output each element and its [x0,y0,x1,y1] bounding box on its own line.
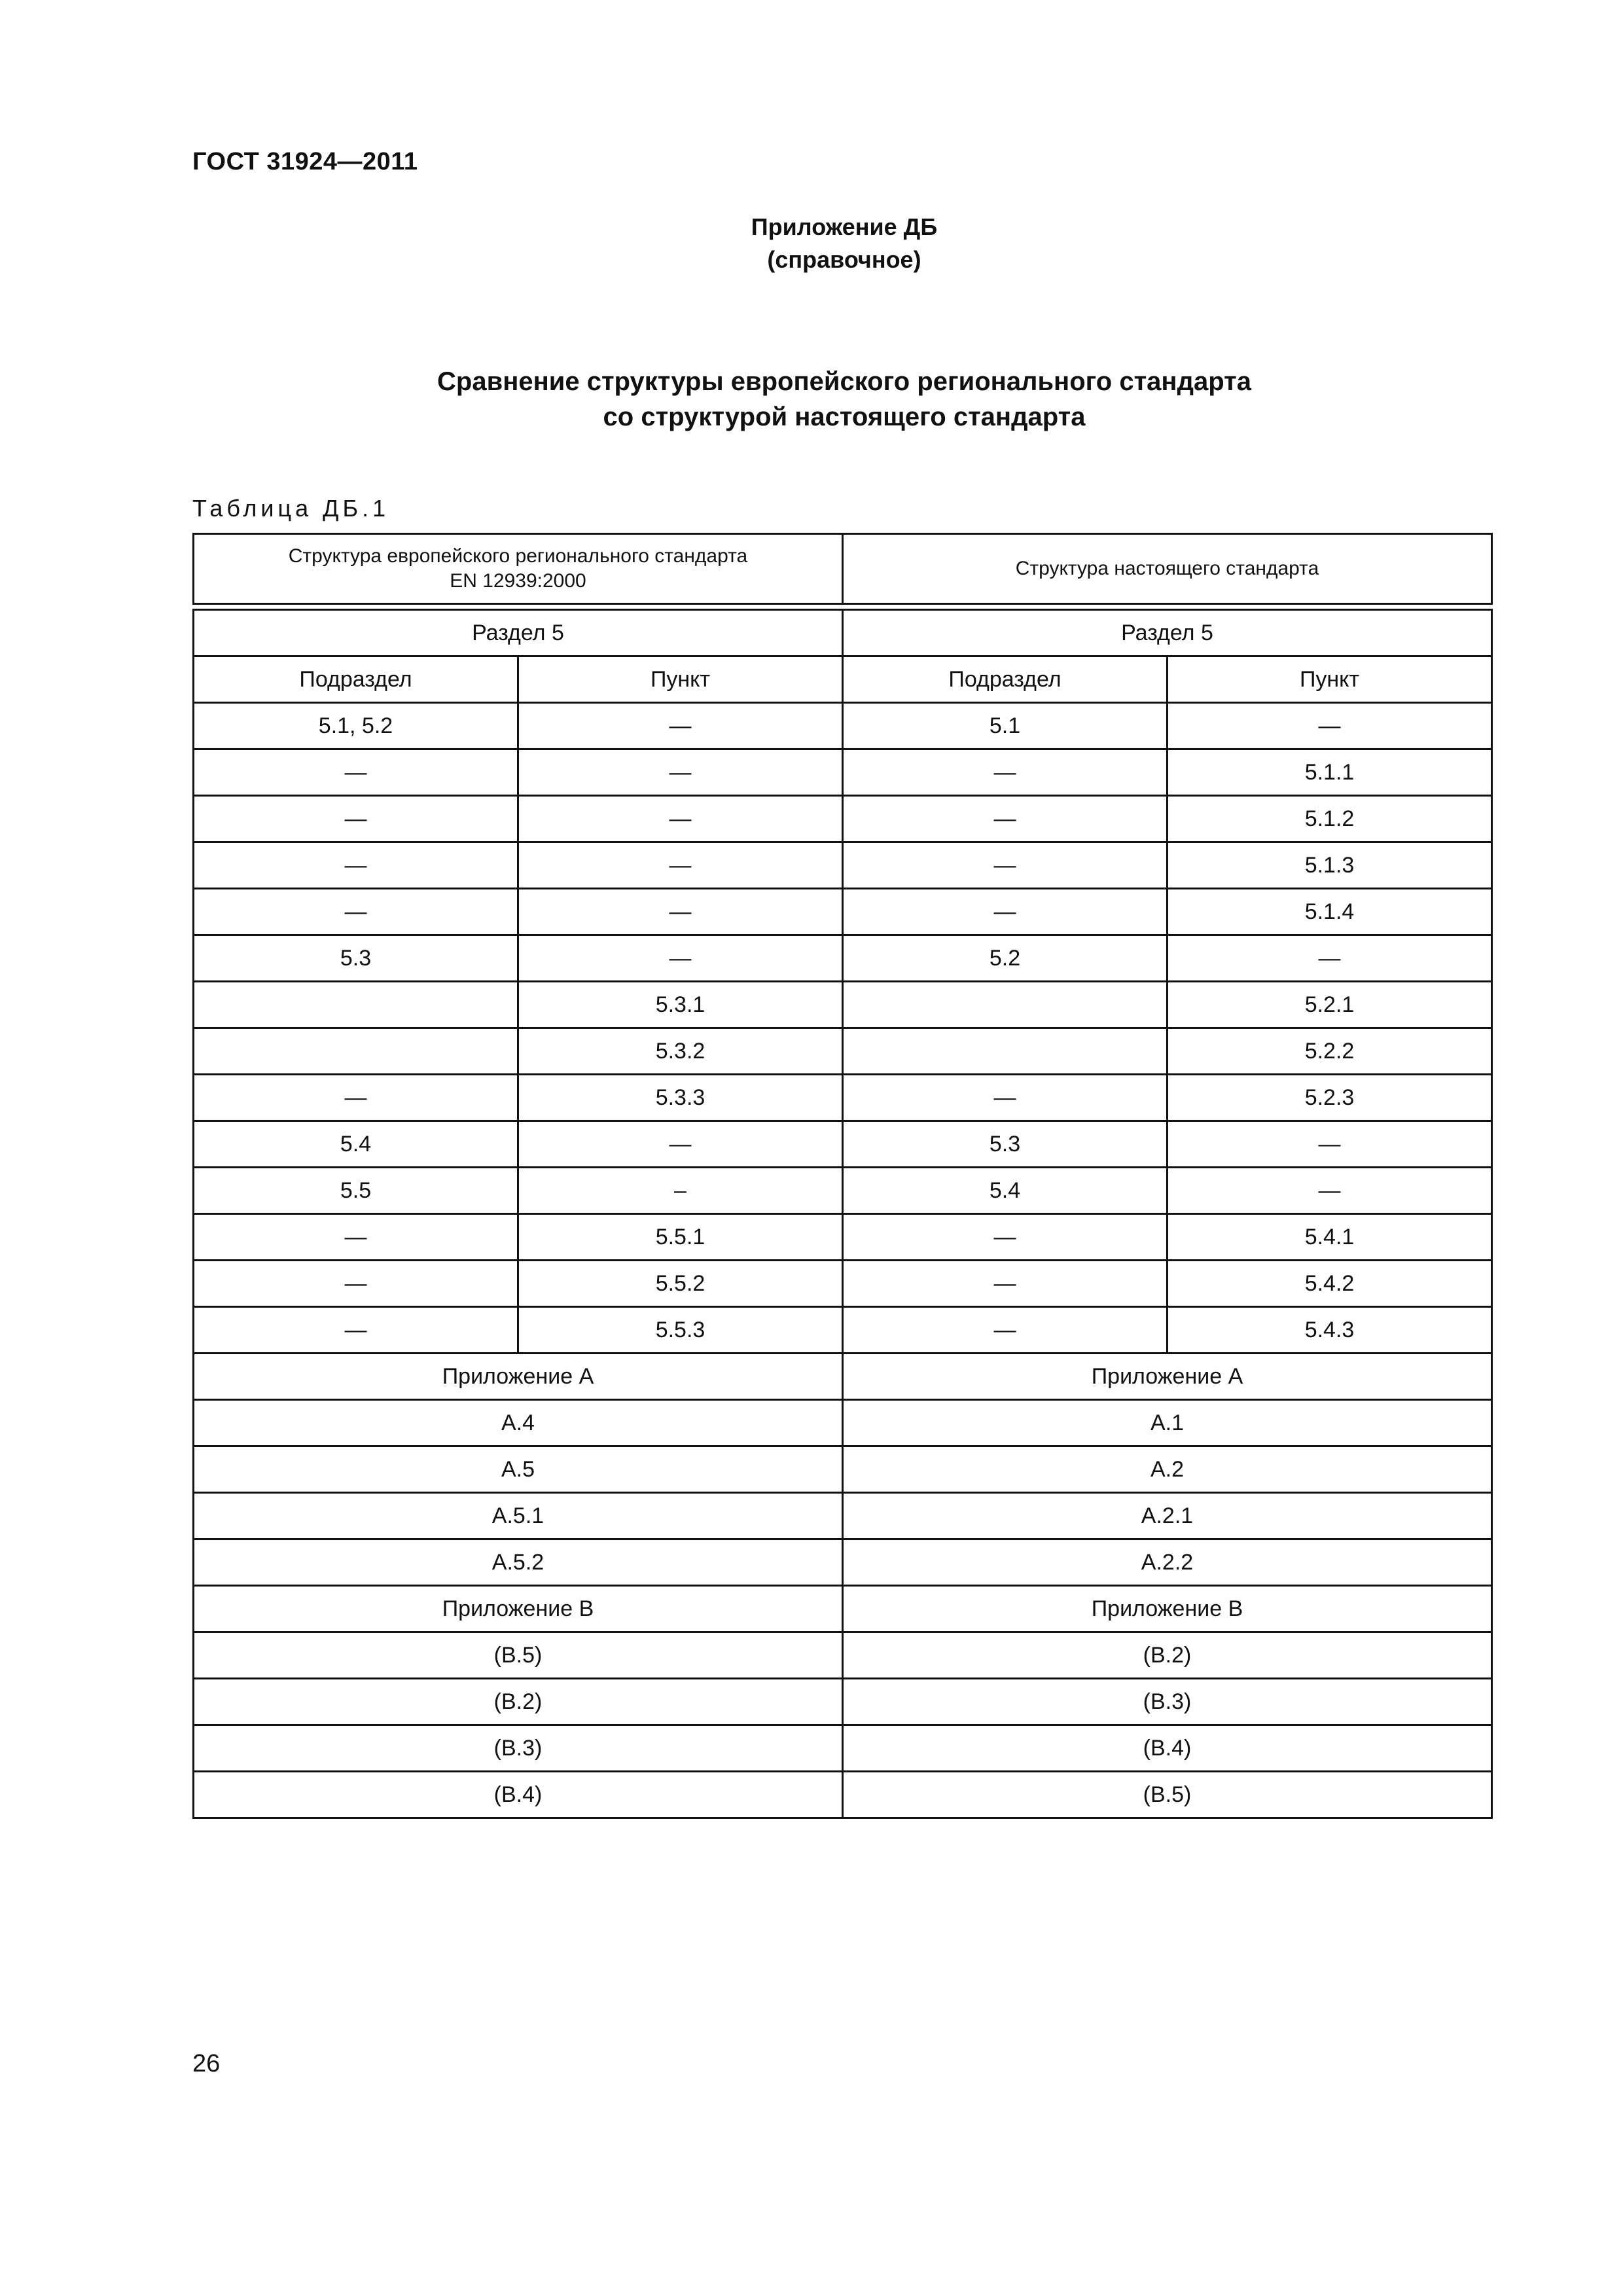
annex-header-row [194,1586,1492,1632]
table-cell: — [518,842,843,889]
annex-cell-right: A.2.2 [843,1539,1492,1586]
annex-row [194,1539,1492,1586]
header-current-standard: Структура настоящего стандарта [843,534,1492,604]
header-european-line-2: EN 12939:2000 [450,570,586,592]
table-row [194,842,1492,889]
table-cell: 5.4 [194,1121,518,1168]
comparison-table [192,533,1493,1819]
table-cell: 5.2.1 [1168,982,1492,1028]
table-row [194,982,1492,1028]
annex-row [194,1493,1492,1539]
annex-cell-left: A.5 [194,1446,843,1493]
table-cell: — [843,796,1168,842]
title-line-2: со структурой настоящего стандарта [603,403,1086,431]
table-cell: — [843,1261,1168,1307]
annex-header-right: Приложение А [843,1354,1492,1400]
table-cell: — [843,749,1168,796]
table-cell: — [1168,935,1492,982]
annex-cell-left: (В.4) [194,1772,843,1818]
table-cell: 5.1.1 [1168,749,1492,796]
table-row [194,1307,1492,1354]
header-european-line-1: Структура европейского регионального стандарта [288,545,748,567]
table-cell: — [843,1075,1168,1121]
annex-cell-right: (В.5) [843,1772,1492,1818]
table-cell: 5.3.2 [518,1028,843,1075]
annex-cell-left: A.4 [194,1400,843,1446]
table-cell: — [194,1307,518,1354]
table-cell: — [1168,1121,1492,1168]
table-cell: 5.1.2 [1168,796,1492,842]
annex-cell-left: (В.3) [194,1725,843,1772]
table-cell: — [194,749,518,796]
annex-header-left: Приложение В [194,1586,843,1632]
table-cell: — [843,889,1168,935]
appendix-heading [0,211,1623,276]
table-cell: 5.5.3 [518,1307,843,1354]
section-right: Раздел 5 [843,610,1492,656]
table-cell: — [194,889,518,935]
annex-cell-left: A.5.2 [194,1539,843,1586]
section-row [194,610,1492,656]
table-cell: — [194,796,518,842]
subheader-cell: Пункт [518,656,843,703]
table-cell [194,982,518,1028]
table-row [194,749,1492,796]
table-cell: 5.3 [194,935,518,982]
table-row [194,796,1492,842]
table-row [194,1168,1492,1214]
table-cell: 5.5.2 [518,1261,843,1307]
table-cell: — [518,749,843,796]
comparison-title [0,364,1623,435]
table-cell: 5.1, 5.2 [194,703,518,749]
table-cell: — [518,1121,843,1168]
table-cell: — [843,842,1168,889]
table-cell: 5.3.1 [518,982,843,1028]
table-cell: — [194,842,518,889]
table-cell: 5.4.2 [1168,1261,1492,1307]
table-cell: 5.4.3 [1168,1307,1492,1354]
subheader-cell: Подраздел [194,656,518,703]
subheader-cell: Пункт [1168,656,1492,703]
table-cell: – [518,1168,843,1214]
table-cell: — [518,889,843,935]
title-line-1: Сравнение структуры европейского регионального стандарта [437,367,1251,396]
annex-cell-right: (В.3) [843,1679,1492,1725]
table-row [194,1121,1492,1168]
table-cell: 5.2 [843,935,1168,982]
table-row [194,1075,1492,1121]
table-cell: 5.2.2 [1168,1028,1492,1075]
table-cell: — [518,703,843,749]
annex-row [194,1632,1492,1679]
table-cell: — [1168,1168,1492,1214]
table-cell [843,1028,1168,1075]
table-cell: 5.5 [194,1168,518,1214]
annex-cell-left: (В.2) [194,1679,843,1725]
annex-header-right: Приложение В [843,1586,1492,1632]
section-left: Раздел 5 [194,610,843,656]
table-cell: — [1168,703,1492,749]
table-row [194,935,1492,982]
table-cell: — [194,1075,518,1121]
page-number: 26 [192,2050,221,2077]
subheader-cell: Подраздел [843,656,1168,703]
table-header-row [194,534,1492,604]
table-caption: Таблица ДБ.1 [192,495,390,522]
header-gap-row [194,604,1492,610]
table-cell: 5.3 [843,1121,1168,1168]
table-row [194,703,1492,749]
gap-cell [194,604,1492,610]
table-row [194,1214,1492,1261]
table-cell: 5.1.3 [1168,842,1492,889]
annex-cell-right: (В.2) [843,1632,1492,1679]
table-cell: 5.1.4 [1168,889,1492,935]
table-cell: — [518,796,843,842]
annex-cell-right: A.2 [843,1446,1492,1493]
table-row [194,1261,1492,1307]
table-cell: 5.5.1 [518,1214,843,1261]
annex-cell-left: A.5.1 [194,1493,843,1539]
table-cell: — [194,1261,518,1307]
annex-cell-right: A.2.1 [843,1493,1492,1539]
header-european-standard [194,534,843,604]
table-cell: 5.3.3 [518,1075,843,1121]
annex-cell-right: (В.4) [843,1725,1492,1772]
table-cell [843,982,1168,1028]
table-cell: — [194,1214,518,1261]
table-row [194,1028,1492,1075]
document-code: ГОСТ 31924—2011 [192,148,418,175]
table-cell: 5.2.3 [1168,1075,1492,1121]
table-cell: 5.4.1 [1168,1214,1492,1261]
annex-row [194,1772,1492,1818]
appendix-title: Приложение ДБ [751,213,938,240]
table-cell: — [843,1307,1168,1354]
table-cell: — [843,1214,1168,1261]
table-cell: 5.4 [843,1168,1168,1214]
annex-cell-right: A.1 [843,1400,1492,1446]
table-cell: — [518,935,843,982]
annex-row [194,1679,1492,1725]
annex-cell-left: (В.5) [194,1632,843,1679]
appendix-type: (справочное) [767,246,921,273]
annex-header-row [194,1354,1492,1400]
annex-header-left: Приложение А [194,1354,843,1400]
annex-row [194,1725,1492,1772]
table-cell [194,1028,518,1075]
annex-row [194,1446,1492,1493]
table-cell: 5.1 [843,703,1168,749]
subheader-row [194,656,1492,703]
table-row [194,889,1492,935]
annex-row [194,1400,1492,1446]
